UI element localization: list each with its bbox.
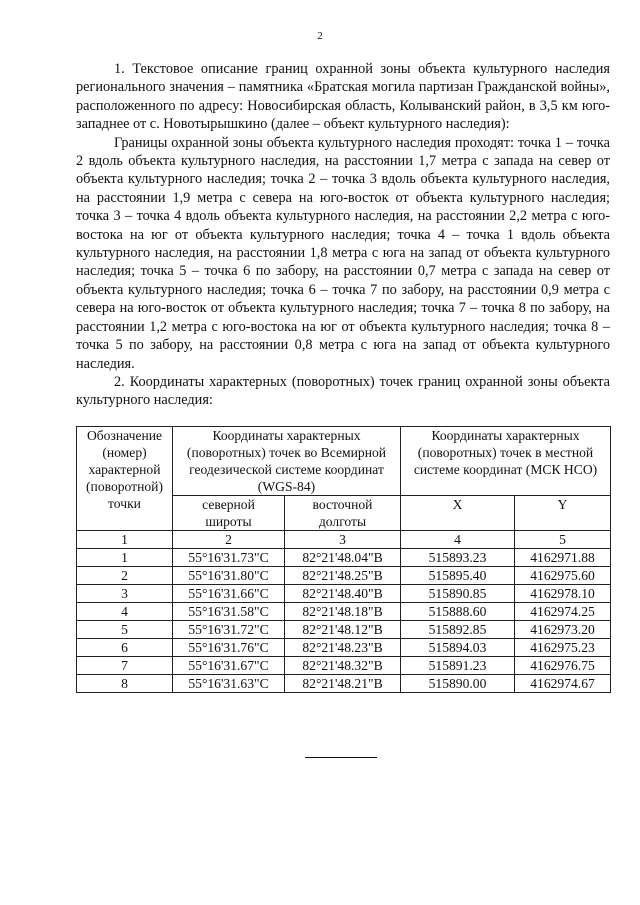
- header-point-designation: Обозначение (номер) характерной (поворотной) точки: [77, 427, 173, 531]
- table-row: [77, 675, 611, 693]
- latitude-cell: 55°16'31.58"С: [173, 603, 285, 621]
- x-cell: 515891.23: [401, 657, 515, 675]
- longitude-cell: 82°21'48.21"В: [285, 675, 401, 693]
- header-local-coordinates: Координаты характерных (поворотных) точек в местной системе координат (МСК НСО): [401, 427, 611, 496]
- point-number: 4: [77, 603, 173, 621]
- x-cell: 515895.40: [401, 567, 515, 585]
- longitude-cell: 82°21'48.40"В: [285, 585, 401, 603]
- longitude-cell: 82°21'48.18"В: [285, 603, 401, 621]
- point-number: 6: [77, 639, 173, 657]
- longitude-cell: 82°21'48.23"В: [285, 639, 401, 657]
- x-cell: 515890.85: [401, 585, 515, 603]
- point-number: 3: [77, 585, 173, 603]
- y-cell: 4162974.25: [515, 603, 611, 621]
- document-body: [76, 60, 610, 410]
- x-cell: 515893.23: [401, 549, 515, 567]
- page-number: 2: [317, 30, 323, 42]
- point-number: 2: [77, 567, 173, 585]
- x-cell: 515890.00: [401, 675, 515, 693]
- latitude-cell: 55°16'31.73"С: [173, 549, 285, 567]
- x-cell: 515894.03: [401, 639, 515, 657]
- closing-divider-line: [305, 757, 377, 758]
- latitude-cell: 55°16'31.72"С: [173, 621, 285, 639]
- x-cell: 515892.85: [401, 621, 515, 639]
- latitude-cell: 55°16'31.63"С: [173, 675, 285, 693]
- table-row: [77, 621, 611, 639]
- point-number: 7: [77, 657, 173, 675]
- column-number: 2: [173, 531, 285, 549]
- latitude-cell: 55°16'31.76"С: [173, 639, 285, 657]
- y-cell: 4162973.20: [515, 621, 611, 639]
- column-number: 1: [77, 531, 173, 549]
- header-wgs84-coordinates: Координаты характерных (поворотных) точек во Всемирной геодезической системе координат (WGS-84): [173, 427, 401, 496]
- latitude-cell: 55°16'31.67"С: [173, 657, 285, 675]
- longitude-cell: 82°21'48.12"В: [285, 621, 401, 639]
- point-number: 1: [77, 549, 173, 567]
- y-cell: 4162978.10: [515, 585, 611, 603]
- coordinates-table: [76, 426, 611, 693]
- y-cell: 4162975.23: [515, 639, 611, 657]
- subheader-y: Y: [515, 496, 611, 531]
- table-row: [77, 549, 611, 567]
- subheader-x: X: [401, 496, 515, 531]
- paragraph-zone-description: 1. Текстовое описание границ охранной зоны объекта культурного наследия регионального значения – памятника «Братская могила партизан Гражданской войны», расположенного по адресу: Новосибирская область, Колыванский район, в 3,5 км юго-западнее от с. Новотырышкино (далее – объект культурного наследия):: [76, 61, 610, 133]
- column-number-row: [77, 531, 611, 549]
- table-row: [77, 567, 611, 585]
- table-row: [77, 639, 611, 657]
- table-row: [77, 585, 611, 603]
- longitude-cell: 82°21'48.04"В: [285, 549, 401, 567]
- paragraph-coordinates-intro: 2. Координаты характерных (поворотных) точек границ охранной зоны объекта культурного наследия:: [76, 373, 610, 409]
- subheader-east-longitude: восточной долготы: [285, 496, 401, 531]
- subheader-north-latitude: северной широты: [173, 496, 285, 531]
- y-cell: 4162971.88: [515, 549, 611, 567]
- y-cell: 4162974.67: [515, 675, 611, 693]
- point-number: 5: [77, 621, 173, 639]
- column-number: 3: [285, 531, 401, 549]
- table-row: [77, 657, 611, 675]
- table-row: [77, 603, 611, 621]
- table-header-row: [77, 427, 611, 496]
- x-cell: 515888.60: [401, 603, 515, 621]
- y-cell: 4162975.60: [515, 567, 611, 585]
- latitude-cell: 55°16'31.80"С: [173, 567, 285, 585]
- column-number: 5: [515, 531, 611, 549]
- longitude-cell: 82°21'48.32"В: [285, 657, 401, 675]
- paragraph-zone-boundaries: Границы охранной зоны объекта культурного наследия проходят: точка 1 – точка 2 вдоль объекта культурного наследия, на расстоянии 1,7 метра с запада на север от объекта культурного наследия; точка 2 – точка 3 вдоль объекта культурного наследия, на расстоянии 1,9 метра с севера на юго-восток от объекта культурного наследия; точка 3 – точка 4 вдоль объекта культурного наследия, на расстоянии 2,2 метра с юго-востока на юг от объекта культурного наследия; точка 4 – точка 1 вдоль объекта культурного наследия, на расстоянии 1,8 метра с юга на запад от объекта культурного наследия; точка 5 – точка 6 по забору, на расстоянии 0,7 метра с запада на север от объекта культурного наследия; точка 6 – точка 7 по забору, на расстоянии 0,9 метра с севера на юго-восток от объекта культурного наследия; точка 7 – точка 8 по забору, на расстоянии 1,2 метра с юго-востока на юг от объекта культурного наследия; точка 8 – точка 5 по забору, на расстоянии 0,8 метра с юга на запад от объекта культурного наследия.: [76, 134, 610, 372]
- longitude-cell: 82°21'48.25"В: [285, 567, 401, 585]
- latitude-cell: 55°16'31.66"С: [173, 585, 285, 603]
- y-cell: 4162976.75: [515, 657, 611, 675]
- column-number: 4: [401, 531, 515, 549]
- point-number: 8: [77, 675, 173, 693]
